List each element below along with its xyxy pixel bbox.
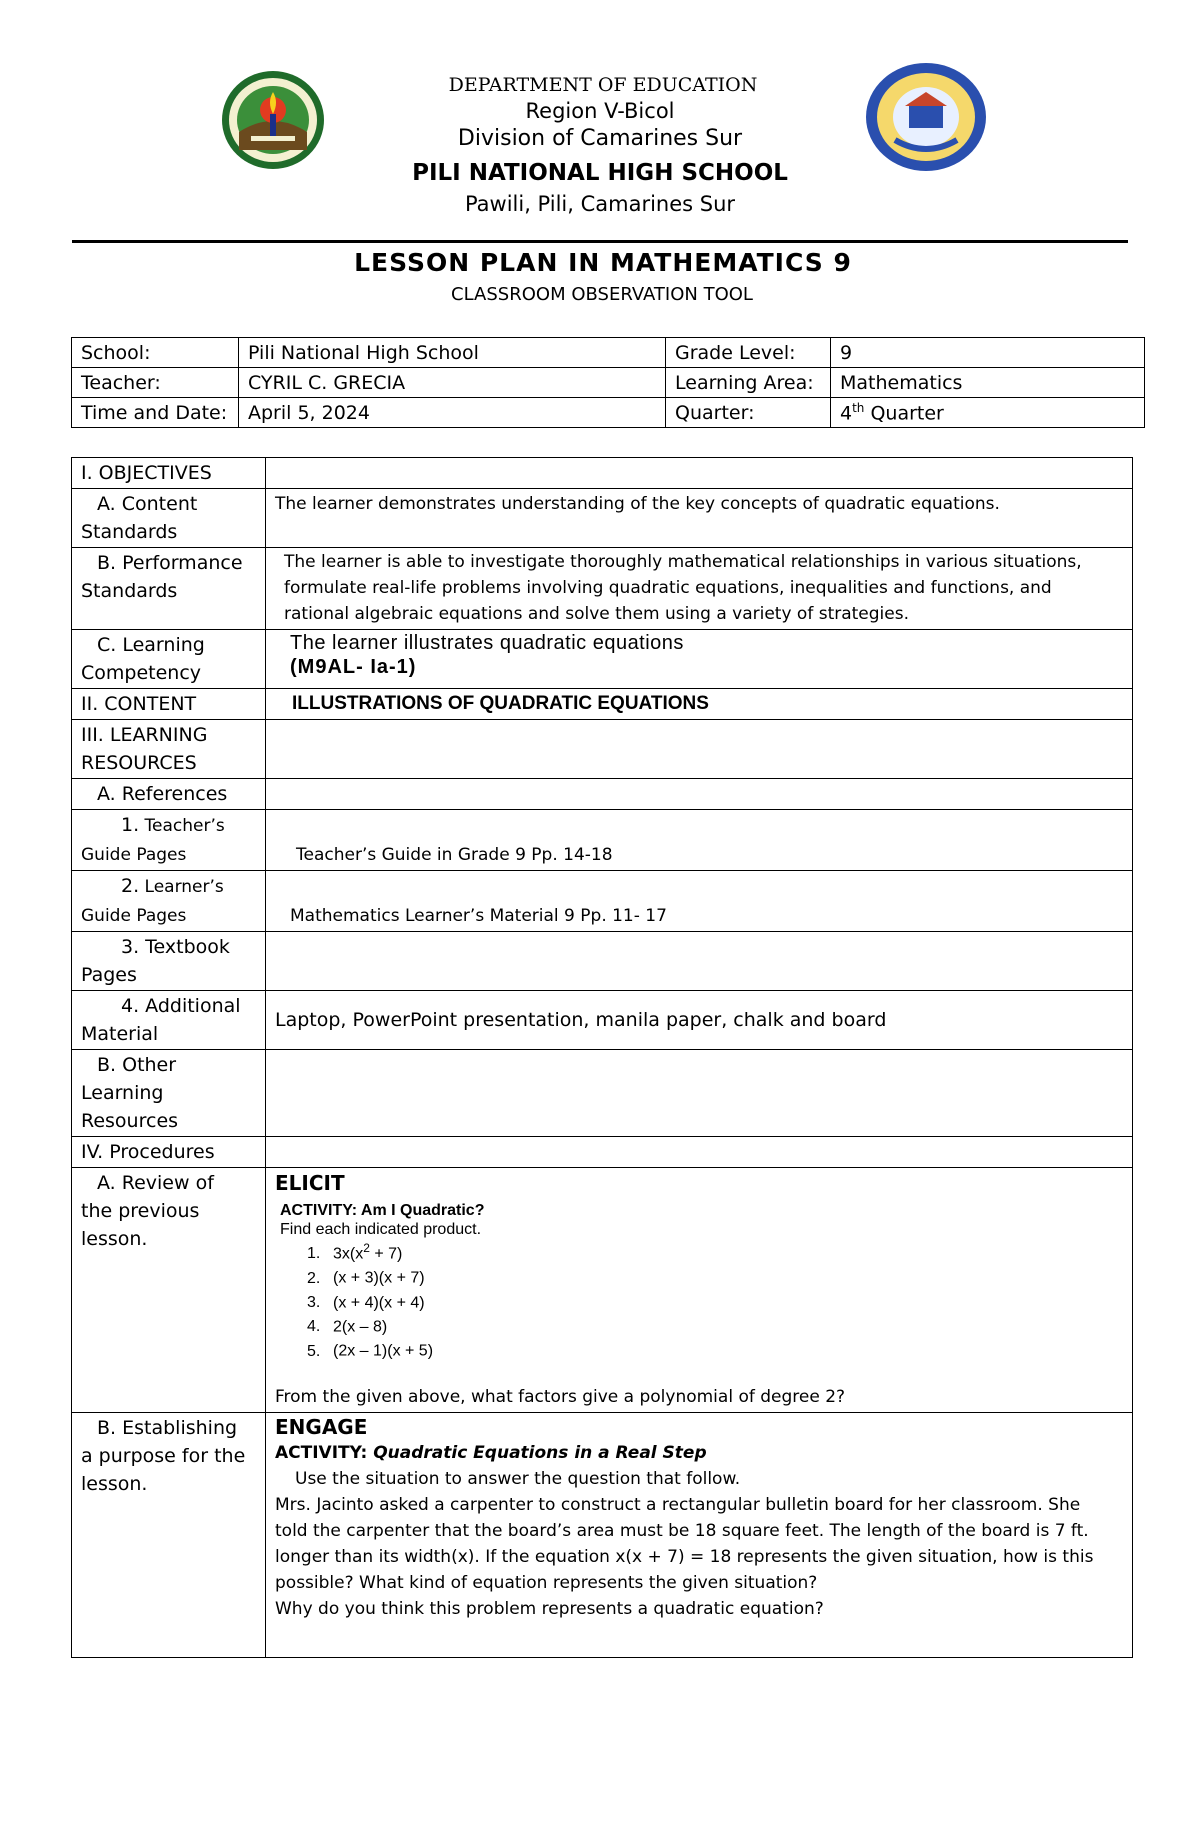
item-number: 1. (307, 1245, 321, 1263)
other-resources-label (72, 1050, 266, 1137)
label-line: A. References (97, 783, 228, 805)
label-line: lesson. (81, 1472, 148, 1495)
other-resources-value (266, 1050, 1133, 1137)
engage-line: told the carpenter that the board’s area must be 18 square feet. The length of the board is 7 ft. (275, 1520, 1089, 1541)
row-content-standards (72, 489, 1133, 548)
activity-title: Quadratic Equations in a Real Step (373, 1442, 707, 1463)
review-label (72, 1168, 266, 1413)
item-expression: 2(x – 8) (333, 1318, 388, 1336)
label-line: B. Other (97, 1054, 177, 1076)
label-line: lesson. (81, 1228, 148, 1250)
item-expression: (x + 4)(x + 4) (333, 1293, 425, 1311)
department-name: DEPARTMENT OF EDUCATION (448, 74, 758, 96)
engage-instruction: Use the situation to answer the question that follow. (295, 1468, 741, 1489)
item-expression: (2x – 1)(x + 5) (333, 1342, 434, 1360)
engage-heading: ENGAGE (275, 1414, 368, 1439)
region-name: Region V-Bicol (525, 99, 675, 123)
row-learners-guide (72, 871, 1133, 932)
label-line: RESOURCES (81, 752, 197, 774)
teacher-label: Teacher: (72, 368, 239, 398)
school-address: Pawili, Pili, Camarines Sur (464, 192, 736, 216)
header-divider (72, 240, 1128, 243)
row-other-resources (72, 1050, 1133, 1137)
procedures-heading: IV. Procedures (72, 1137, 266, 1168)
objectives-value (266, 458, 1133, 489)
area-value: Mathematics (831, 368, 1145, 398)
row-review (72, 1168, 1133, 1413)
label-line: III. LEARNING (81, 724, 208, 746)
label-line: Learner’s (139, 877, 224, 897)
label-line: A. Review of (97, 1172, 214, 1194)
elicit-heading: ELICIT (275, 1171, 345, 1195)
row-additional-material (72, 991, 1133, 1050)
learning-competency-value (266, 630, 1133, 689)
label-num: 1. (121, 814, 140, 836)
label-line: Guide Pages (81, 906, 187, 926)
label-line: 4. Additional (121, 995, 241, 1017)
item-expression: 3x(x (333, 1245, 364, 1263)
row-references (72, 779, 1133, 810)
elicit-question: From the given above, what factors give a polynomial of degree 2? (275, 1386, 846, 1407)
engage-line: Why do you think this problem represents a quadratic equation? (275, 1598, 824, 1619)
teachers-guide-label (72, 810, 266, 871)
list-item (307, 1239, 1123, 1263)
text-line: The learner is able to investigate thoroughly mathematical relationships in various situations, (284, 552, 1082, 572)
learners-guide-label (72, 871, 266, 932)
content-heading: II. CONTENT (72, 689, 266, 720)
content-standards-label (72, 489, 266, 548)
label-line: Material (81, 1023, 159, 1045)
row-learning-resources (72, 720, 1133, 779)
label-line: B. Establishing (97, 1416, 238, 1439)
items-list (280, 1239, 1123, 1361)
row-objectives (72, 458, 1133, 489)
activity-prefix: ACTIVITY: (275, 1442, 374, 1463)
info-row (72, 398, 1145, 428)
list-item (307, 1336, 1123, 1360)
teacher-value: CYRIL C. GRECIA (239, 368, 666, 398)
purpose-label (72, 1412, 266, 1657)
content-value: ILLUSTRATIONS OF QUADRATIC EQUATIONS (266, 689, 1133, 720)
engage-line: Mrs. Jacinto asked a carpenter to construct a rectangular bulletin board for her classroom. She (275, 1494, 1081, 1515)
activity-instruction: Find each indicated product. (280, 1221, 482, 1238)
performance-standards-value (266, 548, 1133, 630)
additional-material-value: Laptop, PowerPoint presentation, manila paper, chalk and board (266, 991, 1133, 1050)
time-value: April 5, 2024 (239, 398, 666, 428)
item-number: 2. (307, 1269, 321, 1287)
learning-resources-heading (72, 720, 266, 779)
item-number: 3. (307, 1293, 321, 1311)
label-line: C. Learning (97, 634, 205, 656)
label-line: 3. Textbook (121, 936, 230, 958)
info-table (71, 337, 1145, 428)
learning-resources-value (266, 720, 1133, 779)
label-line: B. Performance (97, 552, 243, 574)
quarter-number: 4 (840, 402, 853, 425)
text-line: rational algebraic equations and solve them using a variety of strategies. (284, 604, 909, 624)
page-subtitle: CLASSROOM OBSERVATION TOOL (451, 284, 753, 305)
item-number: 4. (307, 1318, 321, 1336)
competency-code: (M9AL- Ia-1) (290, 656, 417, 678)
row-purpose (72, 1412, 1133, 1657)
procedures-value (266, 1137, 1133, 1168)
row-procedures (72, 1137, 1133, 1168)
teachers-guide-value: Teacher’s Guide in Grade 9 Pp. 14-18 (266, 810, 1133, 871)
references-value (266, 779, 1133, 810)
label-line: Teacher’s (139, 816, 225, 836)
division-name: Division of Camarines Sur (457, 126, 743, 151)
label-line: a purpose for the (81, 1444, 246, 1467)
row-performance-standards (72, 548, 1133, 630)
quarter-value (831, 398, 1145, 428)
row-learning-competency (72, 630, 1133, 689)
quarter-word: Quarter (864, 402, 944, 425)
list-item (307, 1288, 1123, 1312)
label-line: Pages (81, 964, 137, 986)
grade-value: 9 (831, 338, 1145, 368)
purpose-content (266, 1412, 1133, 1657)
label-line: Standards (81, 580, 178, 602)
lesson-plan-table (71, 457, 1133, 1658)
label-line: the previous (81, 1200, 200, 1222)
objectives-heading: I. OBJECTIVES (72, 458, 266, 489)
item-number: 5. (307, 1342, 321, 1360)
activity-am-i-quadratic (275, 1201, 1123, 1361)
performance-standards-label (72, 548, 266, 630)
school-name: PILI NATIONAL HIGH SCHOOL (412, 160, 788, 186)
row-teachers-guide (72, 810, 1133, 871)
activity-title: ACTIVITY: Am I Quadratic? (280, 1202, 485, 1219)
label-line: Standards (81, 521, 178, 543)
textbook-value (266, 932, 1133, 991)
references-heading (72, 779, 266, 810)
content-standards-value: The learner demonstrates understanding of the key concepts of quadratic equations. (266, 489, 1133, 548)
list-item (307, 1312, 1123, 1336)
row-content (72, 689, 1133, 720)
text-line: formulate real-life problems involving quadratic equations, inequalities and functions, and (284, 578, 1052, 598)
activity-real-step (275, 1440, 1123, 1466)
info-row (72, 338, 1145, 368)
learning-competency-label (72, 630, 266, 689)
label-num: 2. (121, 875, 140, 897)
label-line: Learning (81, 1082, 164, 1104)
area-label: Learning Area: (666, 368, 831, 398)
engage-line: possible? What kind of equation represents the given situation? (275, 1572, 818, 1593)
label-line: Resources (81, 1110, 179, 1132)
info-row (72, 368, 1145, 398)
label-line: Guide Pages (81, 845, 187, 865)
list-item (307, 1263, 1123, 1287)
item-exponent: 2 (363, 1241, 370, 1255)
additional-material-label (72, 991, 266, 1050)
textbook-label (72, 932, 266, 991)
competency-text: The learner illustrates quadratic equations (290, 632, 684, 654)
label-line: A. Content (97, 493, 198, 515)
school-value: Pili National High School (239, 338, 666, 368)
item-expression-rest: + 7) (369, 1245, 403, 1263)
learners-guide-value: Mathematics Learner’s Material 9 Pp. 11- 17 (266, 871, 1133, 932)
page-title: LESSON PLAN IN MATHEMATICS 9 (354, 248, 852, 277)
time-label: Time and Date: (72, 398, 239, 428)
review-content (266, 1168, 1133, 1413)
item-expression: (x + 3)(x + 7) (333, 1269, 425, 1287)
school-label: School: (72, 338, 239, 368)
grade-label: Grade Level: (666, 338, 831, 368)
engage-line: longer than its width(x). If the equation x(x + 7) = 18 represents the given situation, how is this (275, 1546, 1094, 1567)
label-line: Competency (81, 662, 202, 684)
quarter-suffix: th (852, 400, 865, 415)
row-textbook (72, 932, 1133, 991)
quarter-label: Quarter: (666, 398, 831, 428)
